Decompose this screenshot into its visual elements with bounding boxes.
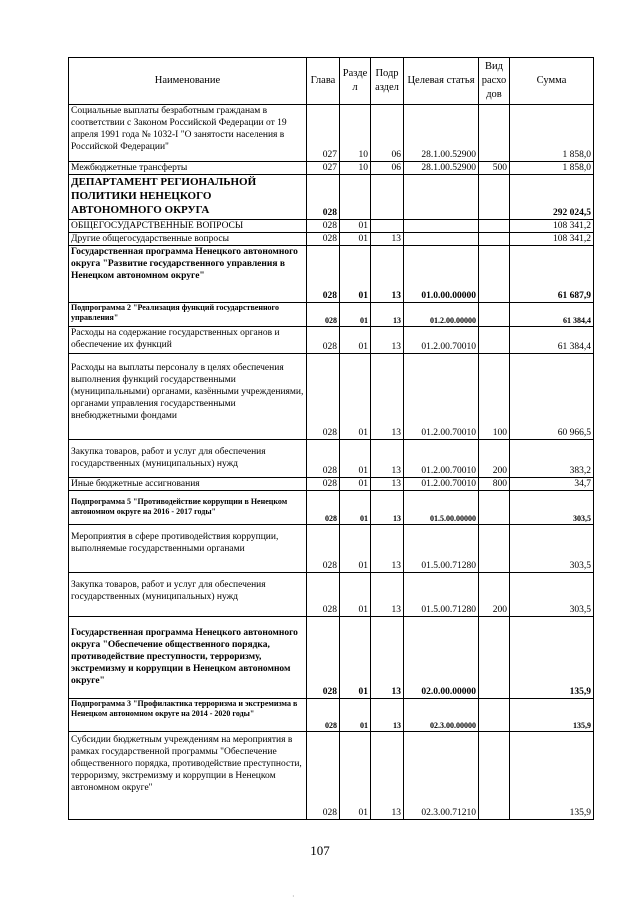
cell-razdel: 01	[340, 327, 371, 354]
table-row	[69, 573, 594, 617]
cell-podrazdel: 13	[371, 525, 404, 573]
table-row	[69, 525, 594, 573]
cell-glava: 028	[307, 440, 340, 478]
cell-podrazdel: 13	[371, 327, 404, 354]
table-row	[69, 699, 594, 732]
col-header-podrazdel: Подр аздел	[371, 58, 404, 105]
cell-razdel: 01	[340, 699, 371, 732]
cell-summa: 61 384,4	[510, 327, 594, 354]
cell-name: Субсидии бюджетным учреждениям на мероприятия в рамках государственной программы "Обеспечение общественного порядка, противодействие преступности, терроризму, экстремизму и коррупции в Ненецком автономном округе"	[69, 732, 307, 820]
cell-glava: 028	[307, 246, 340, 303]
cell-name: Государственная программа Ненецкого автономного округа "Развитие государственного управления в Ненецком автономном округе"	[69, 246, 307, 303]
budget-table	[68, 57, 594, 820]
cell-vid: 200	[479, 440, 510, 478]
cell-statya: 02.3.00.71210	[404, 732, 479, 820]
cell-glava: 028	[307, 354, 340, 440]
cell-vid: 500	[479, 162, 510, 175]
cell-name: Расходы на содержание государственных органов и обеспечение их функций	[69, 327, 307, 354]
page-number: 107	[310, 843, 330, 858]
cell-razdel: 01	[340, 573, 371, 617]
cell-razdel: 01	[340, 732, 371, 820]
cell-name: Мероприятия в сфере противодействия коррупции, выполняемые государственными органами	[69, 525, 307, 573]
cell-glava: 028	[307, 699, 340, 732]
cell-summa: 383,2	[510, 440, 594, 478]
cell-vid	[479, 246, 510, 303]
cell-statya: 01.0.00.00000	[404, 246, 479, 303]
table-row	[69, 491, 594, 525]
col-header-name: Наименование	[69, 58, 307, 105]
cell-vid: 800	[479, 478, 510, 491]
cell-razdel: 01	[340, 478, 371, 491]
cell-razdel: 10	[340, 162, 371, 175]
cell-podrazdel: 13	[371, 491, 404, 525]
cell-name: Межбюджетные трансферты	[69, 162, 307, 175]
cell-vid	[479, 233, 510, 246]
cell-summa: 135,9	[510, 617, 594, 699]
table-row	[69, 478, 594, 491]
table-row	[69, 303, 594, 327]
cell-statya: 01.2.00.70010	[404, 327, 479, 354]
cell-name: ДЕПАРТАМЕНТ РЕГИОНАЛЬНОЙ ПОЛИТИКИ НЕНЕЦКОГО АВТОНОМНОГО ОКРУГА	[69, 175, 307, 220]
cell-vid	[479, 617, 510, 699]
cell-name: Закупка товаров, работ и услуг для обеспечения государственных (муниципальных) нужд	[69, 573, 307, 617]
cell-podrazdel: 13	[371, 303, 404, 327]
col-header-razdel: Разде л	[340, 58, 371, 105]
cell-glava: 028	[307, 491, 340, 525]
cell-glava: 028	[307, 573, 340, 617]
cell-summa: 1 858,0	[510, 105, 594, 162]
table-row	[69, 105, 594, 162]
cell-statya: 01.5.00.00000	[404, 491, 479, 525]
cell-razdel	[340, 175, 371, 220]
cell-razdel: 01	[340, 354, 371, 440]
cell-summa: 108 341,2	[510, 233, 594, 246]
col-header-glava: Глава	[307, 58, 340, 105]
cell-name: Подпрограмма 2 "Реализация функций государственного управления"	[69, 303, 307, 327]
cell-vid	[479, 491, 510, 525]
table-row	[69, 327, 594, 354]
cell-name: Государственная программа Ненецкого автономного округа "Обеспечение общественного порядка, противодействие преступности, терроризму, экстремизму и коррупции в Ненецком автономном округе"	[69, 617, 307, 699]
cell-statya: 02.3.00.00000	[404, 699, 479, 732]
cell-summa: 303,5	[510, 491, 594, 525]
cell-podrazdel: 13	[371, 732, 404, 820]
cell-statya: 01.2.00.70010	[404, 478, 479, 491]
cell-name: Подпрограмма 3 "Профилактика терроризма и экстремизма в Ненецком автономном округе на 2014 - 2020 годы"	[69, 699, 307, 732]
cell-summa: 1 858,0	[510, 162, 594, 175]
cell-podrazdel: 13	[371, 246, 404, 303]
cell-statya	[404, 233, 479, 246]
cell-statya: 02.0.00.00000	[404, 617, 479, 699]
cell-summa: 303,5	[510, 573, 594, 617]
cell-razdel: 01	[340, 233, 371, 246]
cell-name: Расходы на выплаты персоналу в целях обеспечения выполнения функций государственными (муниципальными) органами, казёнными учреждениями, органами управления государственными внебюджетными фондами	[69, 354, 307, 440]
table-row	[69, 354, 594, 440]
col-header-summa: Сумма	[510, 58, 594, 105]
cell-glava: 028	[307, 175, 340, 220]
cell-razdel: 10	[340, 105, 371, 162]
cell-podrazdel: 13	[371, 478, 404, 491]
cell-name: Закупка товаров, работ и услуг для обеспечения государственных (муниципальных) нужд	[69, 440, 307, 478]
cell-podrazdel: 13	[371, 573, 404, 617]
cell-razdel: 01	[340, 246, 371, 303]
cell-podrazdel: 06	[371, 105, 404, 162]
cell-statya: 01.5.00.71280	[404, 525, 479, 573]
table-row	[69, 175, 594, 220]
cell-razdel: 01	[340, 617, 371, 699]
cell-name: ОБЩЕГОСУДАРСТВЕННЫЕ ВОПРОСЫ	[69, 220, 307, 233]
cell-podrazdel: 13	[371, 354, 404, 440]
cell-summa: 135,9	[510, 732, 594, 820]
cell-podrazdel: 13	[371, 440, 404, 478]
cell-podrazdel: 06	[371, 162, 404, 175]
cell-vid	[479, 732, 510, 820]
cell-podrazdel	[371, 220, 404, 233]
cell-summa: 61 384,4	[510, 303, 594, 327]
table-row	[69, 732, 594, 820]
cell-statya: 01.2.00.00000	[404, 303, 479, 327]
table-row	[69, 162, 594, 175]
cell-statya	[404, 220, 479, 233]
cell-razdel: 01	[340, 491, 371, 525]
table-row	[69, 617, 594, 699]
cell-statya: 01.5.00.71280	[404, 573, 479, 617]
cell-vid: 100	[479, 354, 510, 440]
cell-razdel: 01	[340, 303, 371, 327]
cell-razdel: 01	[340, 220, 371, 233]
table-row	[69, 246, 594, 303]
col-header-statya: Целевая статья	[404, 58, 479, 105]
cell-vid	[479, 525, 510, 573]
cell-podrazdel: 13	[371, 233, 404, 246]
cell-razdel: 01	[340, 525, 371, 573]
cell-glava: 027	[307, 105, 340, 162]
table-row	[69, 220, 594, 233]
cell-name: Другие общегосударственные вопросы	[69, 233, 307, 246]
cell-vid: 200	[479, 573, 510, 617]
cell-summa: 292 024,5	[510, 175, 594, 220]
cell-glava: 028	[307, 233, 340, 246]
cell-vid	[479, 303, 510, 327]
cell-statya	[404, 175, 479, 220]
cell-podrazdel	[371, 175, 404, 220]
cell-glava: 028	[307, 478, 340, 491]
cell-glava: 028	[307, 303, 340, 327]
cell-glava: 027	[307, 162, 340, 175]
cell-summa: 108 341,2	[510, 220, 594, 233]
cell-glava: 028	[307, 525, 340, 573]
cell-vid	[479, 220, 510, 233]
cell-statya: 01.2.00.70010	[404, 354, 479, 440]
cell-vid	[479, 175, 510, 220]
cell-statya: 28.1.00.52900	[404, 105, 479, 162]
cell-vid	[479, 699, 510, 732]
scan-speck: ·	[292, 892, 295, 901]
cell-glava: 028	[307, 617, 340, 699]
cell-name: Подпрограмма 5 "Противодействие коррупции в Ненецком автономном округе на 2016 - 2017 годы"	[69, 491, 307, 525]
cell-podrazdel: 13	[371, 699, 404, 732]
cell-summa: 135,9	[510, 699, 594, 732]
cell-summa: 34,7	[510, 478, 594, 491]
cell-summa: 61 687,9	[510, 246, 594, 303]
table-row	[69, 440, 594, 478]
cell-vid	[479, 327, 510, 354]
cell-summa: 303,5	[510, 525, 594, 573]
col-header-vid: Вид расхо дов	[479, 58, 510, 105]
cell-razdel: 01	[340, 440, 371, 478]
cell-name: Иные бюджетные ассигнования	[69, 478, 307, 491]
cell-glava: 028	[307, 220, 340, 233]
cell-glava: 028	[307, 327, 340, 354]
cell-glava: 028	[307, 732, 340, 820]
cell-statya: 28.1.00.52900	[404, 162, 479, 175]
table-row	[69, 233, 594, 246]
header-row	[69, 58, 594, 105]
cell-summa: 60 966,5	[510, 354, 594, 440]
cell-vid	[479, 105, 510, 162]
cell-podrazdel: 13	[371, 617, 404, 699]
cell-statya: 01.2.00.70010	[404, 440, 479, 478]
cell-name: Социальные выплаты безработным гражданам в соответствии с Законом Российской Федерации от 19 апреля 1991 года № 1032-I "О занятости населения в Российской Федерации"	[69, 105, 307, 162]
